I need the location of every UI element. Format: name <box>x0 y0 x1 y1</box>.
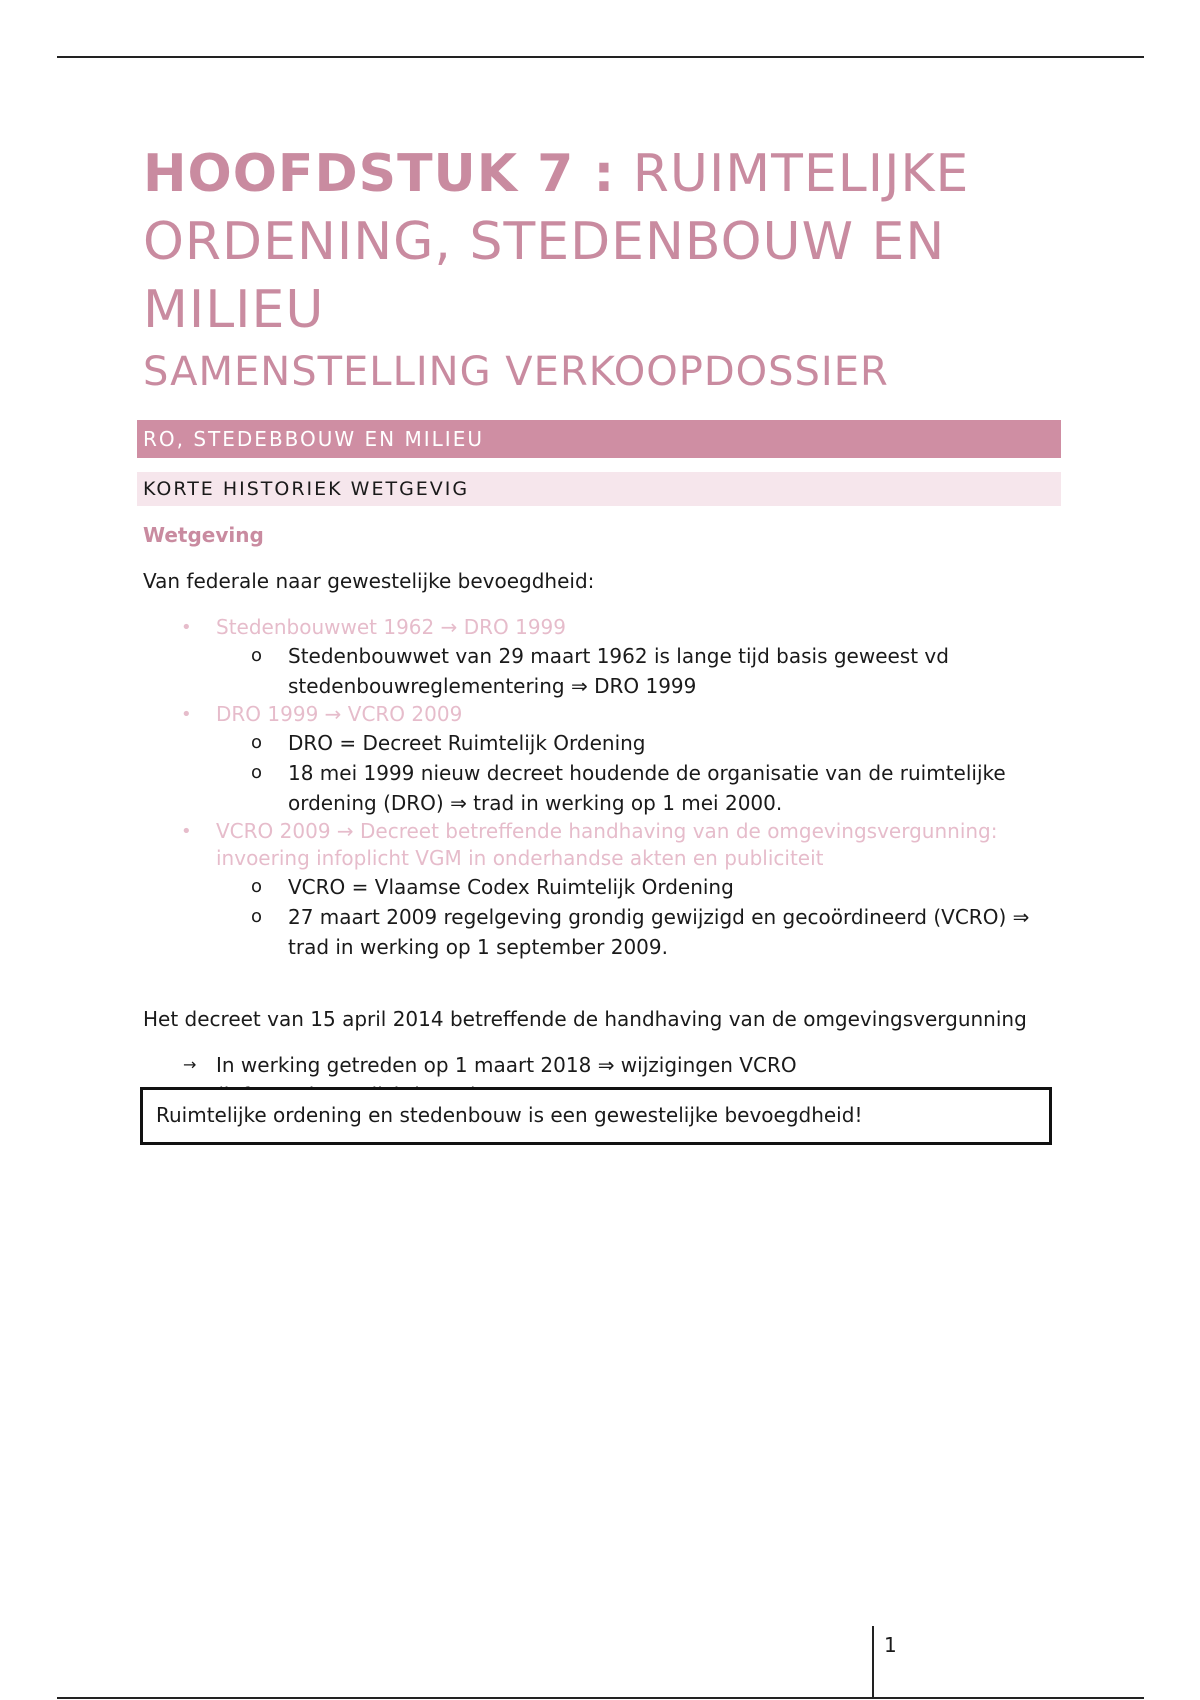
circle-bullet-icon: o <box>251 645 263 666</box>
highlight-box: Ruimtelijke ordening en stedenbouw is een gewestelijke bevoegdheid! <box>140 1087 1052 1145</box>
list-item <box>143 614 1063 701</box>
bullet-icon: • <box>181 821 192 842</box>
arrow-list-text: In werking getreden op 1 maart 2018 ⇒ wijzigingen VCRO <box>216 1053 797 1077</box>
circle-bullet-icon: o <box>251 876 263 897</box>
sub-list <box>216 728 1063 818</box>
arrow-right-icon: → <box>183 1055 197 1074</box>
sub-list-item <box>143 641 1063 701</box>
sub-list <box>216 641 1063 701</box>
list-item-label: VCRO 2009 → Decreet betreffende handhaving van de omgevingsvergunning: invoering infoplicht VGM in onderhandse akten en publiciteit <box>216 819 998 870</box>
arrow-list-item <box>143 1050 1063 1080</box>
header-rule <box>57 56 1144 58</box>
sub-list-item <box>143 728 1063 758</box>
chapter-title-bold: HOOFDSTUK 7 : <box>143 144 616 204</box>
circle-bullet-icon: o <box>251 762 263 783</box>
decree-paragraph: Het decreet van 15 april 2014 betreffende de handhaving van de omgevingsvergunning <box>143 1007 1027 1031</box>
document-body <box>143 140 1063 1080</box>
circle-bullet-icon: o <box>251 906 263 927</box>
bullet-icon: • <box>181 704 192 725</box>
chapter-subtitle: SAMENSTELLING VERKOOPDOSSIER <box>143 349 889 395</box>
heading-1: RO, STEDEBBOUW EN MILIEU <box>137 420 1061 458</box>
list-item <box>143 701 1063 818</box>
intro-paragraph: Van federale naar gewestelijke bevoegdheid: <box>143 569 595 593</box>
sub-list-text: DRO = Decreet Ruimtelijk Ordening <box>288 731 646 755</box>
chapter-title <box>143 140 1063 344</box>
sub-list-text: 27 maart 2009 regelgeving grondig gewijzigd en gecoördineerd (VCRO) ⇒ trad in werking op 1 september 2009. <box>288 905 1030 959</box>
list-item-label: DRO 1999 → VCRO 2009 <box>216 702 463 726</box>
sub-list-text: VCRO = Vlaamse Codex Ruimtelijk Ordening <box>288 875 734 899</box>
sub-list-text: 18 mei 1999 nieuw decreet houdende de organisatie van de ruimtelijke ordening (DRO) ⇒ trad in werking op 1 mei 2000. <box>288 761 1006 815</box>
circle-bullet-icon: o <box>251 732 263 753</box>
list-item <box>143 818 1063 962</box>
footer-rule <box>57 1697 1144 1699</box>
sub-list <box>216 872 1063 962</box>
sub-list-item <box>143 902 1063 962</box>
history-list <box>143 614 1063 962</box>
page-number: 1 <box>884 1633 897 1657</box>
bullet-icon: • <box>181 617 192 638</box>
sub-list-item <box>143 872 1063 902</box>
footer-page-rule <box>872 1626 874 1698</box>
chapter-title-rest: RUIMTELIJKE ORDENING, STEDENBOUW EN MILIEU <box>143 144 970 340</box>
list-item-label: Stedenbouwwet 1962 → DRO 1999 <box>216 615 567 639</box>
heading-3: Wetgeving <box>143 523 264 547</box>
heading-2: KORTE HISTORIEK WETGEVIG <box>137 472 1061 506</box>
sub-list-text: Stedenbouwwet van 29 maart 1962 is lange tijd basis geweest vd stedenbouwreglementering ⇒ DRO 1999 <box>288 644 949 698</box>
sub-list-item <box>143 758 1063 818</box>
